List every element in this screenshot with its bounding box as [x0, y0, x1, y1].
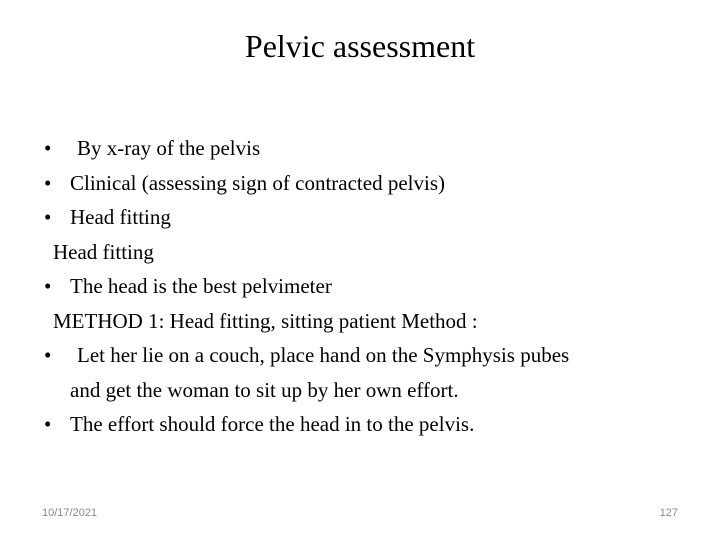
slide-title: Pelvic assessment	[244, 28, 476, 64]
bullet-text: Clinical (assessing sign of contracted pelvis)	[70, 170, 445, 195]
bullet-continuation-line	[44, 373, 704, 408]
slide-body	[44, 131, 704, 442]
method-heading-line	[44, 304, 704, 339]
bullet-text: By x-ray of the pelvis	[77, 136, 261, 160]
bullet-glyph: •	[44, 136, 52, 160]
bullet-item	[44, 338, 704, 373]
bullet-continuation-text: and get the woman to sit up by her own effort.	[70, 377, 459, 402]
bullet-item	[44, 407, 704, 442]
bullet-item	[44, 269, 704, 304]
subheading-text: Head fitting	[53, 239, 154, 264]
bullet-glyph: •	[44, 412, 52, 436]
bullet-glyph: •	[44, 343, 52, 367]
bullet-text: The head is the best pelvimeter	[70, 274, 332, 298]
bullet-text: Head fitting	[70, 205, 171, 229]
subheading-line	[44, 235, 704, 270]
bullet-item	[44, 166, 704, 201]
bullet-text: The effort should force the head in to the pelvis.	[70, 412, 475, 436]
bullet-glyph: •	[44, 170, 52, 195]
bullet-item	[44, 131, 704, 166]
bullet-glyph: •	[44, 274, 52, 298]
bullet-glyph: •	[44, 205, 52, 229]
footer-date: 10/17/2021	[42, 507, 98, 519]
bullet-text: Let her lie on a couch, place hand on the Symphysis pubes	[77, 343, 570, 367]
footer-page-number: 127	[659, 507, 678, 519]
method-heading-text: METHOD 1: Head fitting, sitting patient Method :	[53, 308, 478, 333]
bullet-item	[44, 200, 704, 235]
